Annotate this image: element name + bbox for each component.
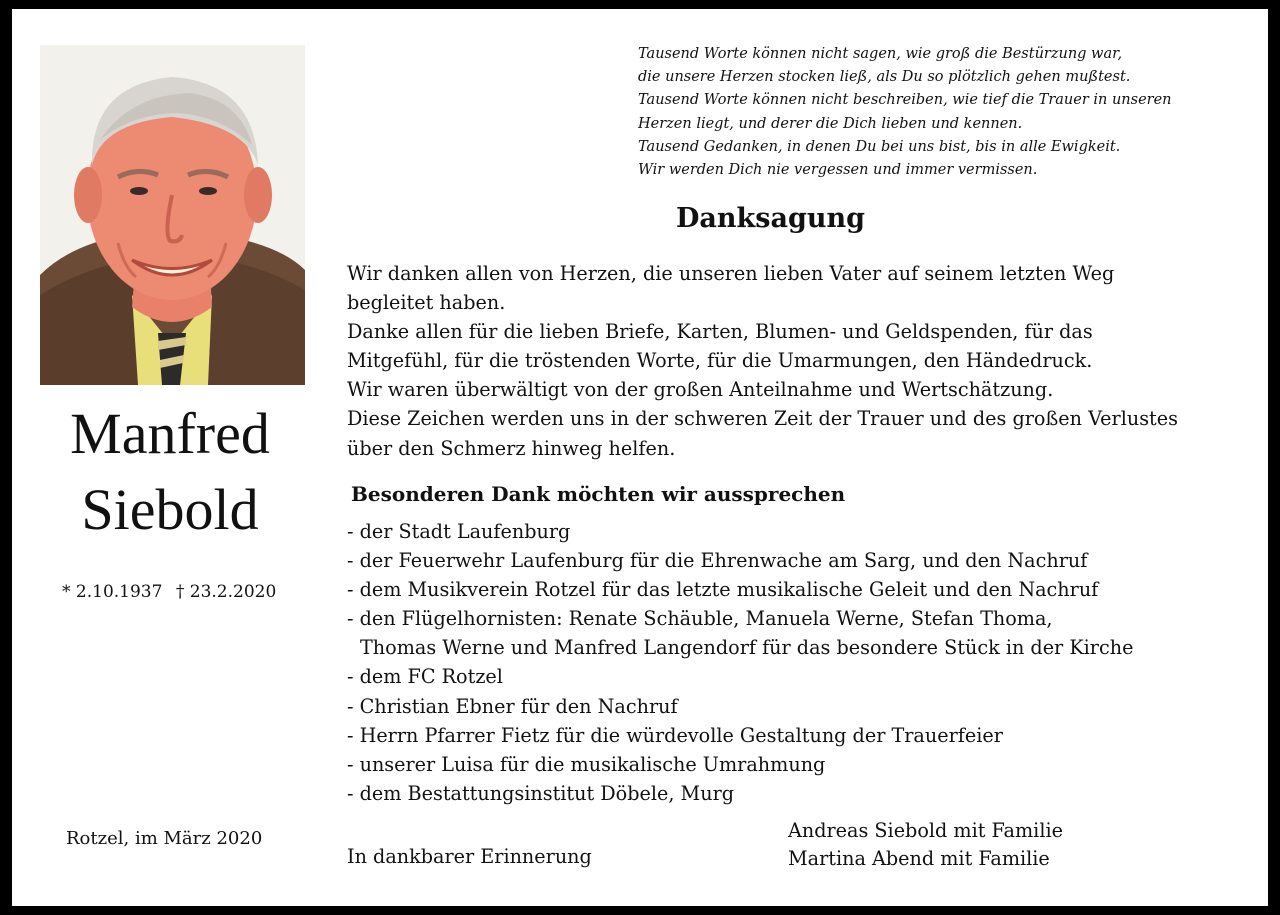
page-title: Danksagung: [676, 203, 865, 234]
place-date: Rotzel, im März 2020: [66, 828, 263, 849]
signer-name: Martina Abend mit Familie: [788, 847, 1050, 870]
list-item: Thomas Werne und Manfred Langendorf für das besondere Stück in der Kirche: [360, 636, 1134, 660]
special-thanks-heading: Besonderen Dank möchten wir aussprechen: [351, 482, 846, 506]
list-item: - dem FC Rotzel: [347, 665, 503, 689]
poem: [638, 43, 1172, 182]
body-line: über den Schmerz hinweg helfen.: [347, 436, 676, 460]
signer-name: Andreas Siebold mit Familie: [788, 819, 1063, 842]
body-line: Danke allen für die lieben Briefe, Karten, Blumen- und Geldspenden, für das: [347, 320, 1093, 344]
closing-text: In dankbarer Erinnerung: [347, 845, 592, 868]
poem-line: Tausend Worte können nicht sagen, wie groß die Bestürzung war,: [638, 46, 1123, 62]
list-item: - Herrn Pfarrer Fietz für die würdevolle Gestaltung der Trauerfeier: [347, 723, 1003, 747]
list-item: - der Feuerwehr Laufenburg für die Ehrenwache am Sarg, und den Nachruf: [347, 549, 1088, 573]
body-line: begleitet haben.: [347, 291, 506, 315]
list-item: - dem Bestattungsinstitut Döbele, Murg: [347, 781, 735, 805]
list-item: - Christian Ebner für den Nachruf: [347, 694, 678, 718]
poem-line: Tausend Worte können nicht beschreiben, wie tief die Trauer in unseren: [638, 92, 1172, 109]
thanks-list: [347, 517, 1133, 808]
death-date: † 23.2.2020: [175, 582, 277, 602]
body-line: Wir waren überwältigt von der großen Anteilnahme und Wertschätzung.: [347, 378, 1054, 402]
body-line: Wir danken allen von Herzen, die unseren lieben Vater auf seinem letzten Weg: [347, 262, 1115, 285]
body-line: Mitgefühl, für die tröstenden Worte, für die Umarmungen, den Händedruck.: [347, 349, 1093, 373]
life-dates: [62, 582, 276, 602]
portrait-photo: [40, 45, 305, 385]
list-item: - den Flügelhornisten: Renate Schäuble, Manuela Werne, Stefan Thoma,: [347, 607, 1053, 631]
body-line: Diese Zeichen werden uns in der schweren Zeit der Trauer und des großen Verlustes: [347, 407, 1178, 431]
poem-line: Herzen liegt, und derer die Dich lieben und kennen.: [638, 115, 1023, 132]
poem-line: Wir werden Dich nie vergessen und immer vermissen.: [638, 162, 1038, 179]
poem-line: die unsere Herzen stocken ließ, als Du so plötzlich gehen mußtest.: [638, 69, 1131, 86]
poem-line: Tausend Gedanken, in denen Du bei uns bist, bis in alle Ewigkeit.: [638, 138, 1121, 155]
thanks-paragraph: [347, 259, 1178, 463]
deceased-last-name: Siebold: [81, 477, 259, 542]
obituary-notice: [12, 9, 1268, 906]
signers: [788, 817, 1063, 873]
list-item: - dem Musikverein Rotzel für das letzte musikalische Geleit und den Nachruf: [347, 578, 1099, 602]
birth-date: * 2.10.1937: [62, 582, 163, 602]
list-item: - unserer Luisa für die musikalische Umrahmung: [347, 752, 826, 776]
list-item: - der Stadt Laufenburg: [347, 520, 571, 543]
deceased-first-name: Manfred: [70, 401, 270, 466]
